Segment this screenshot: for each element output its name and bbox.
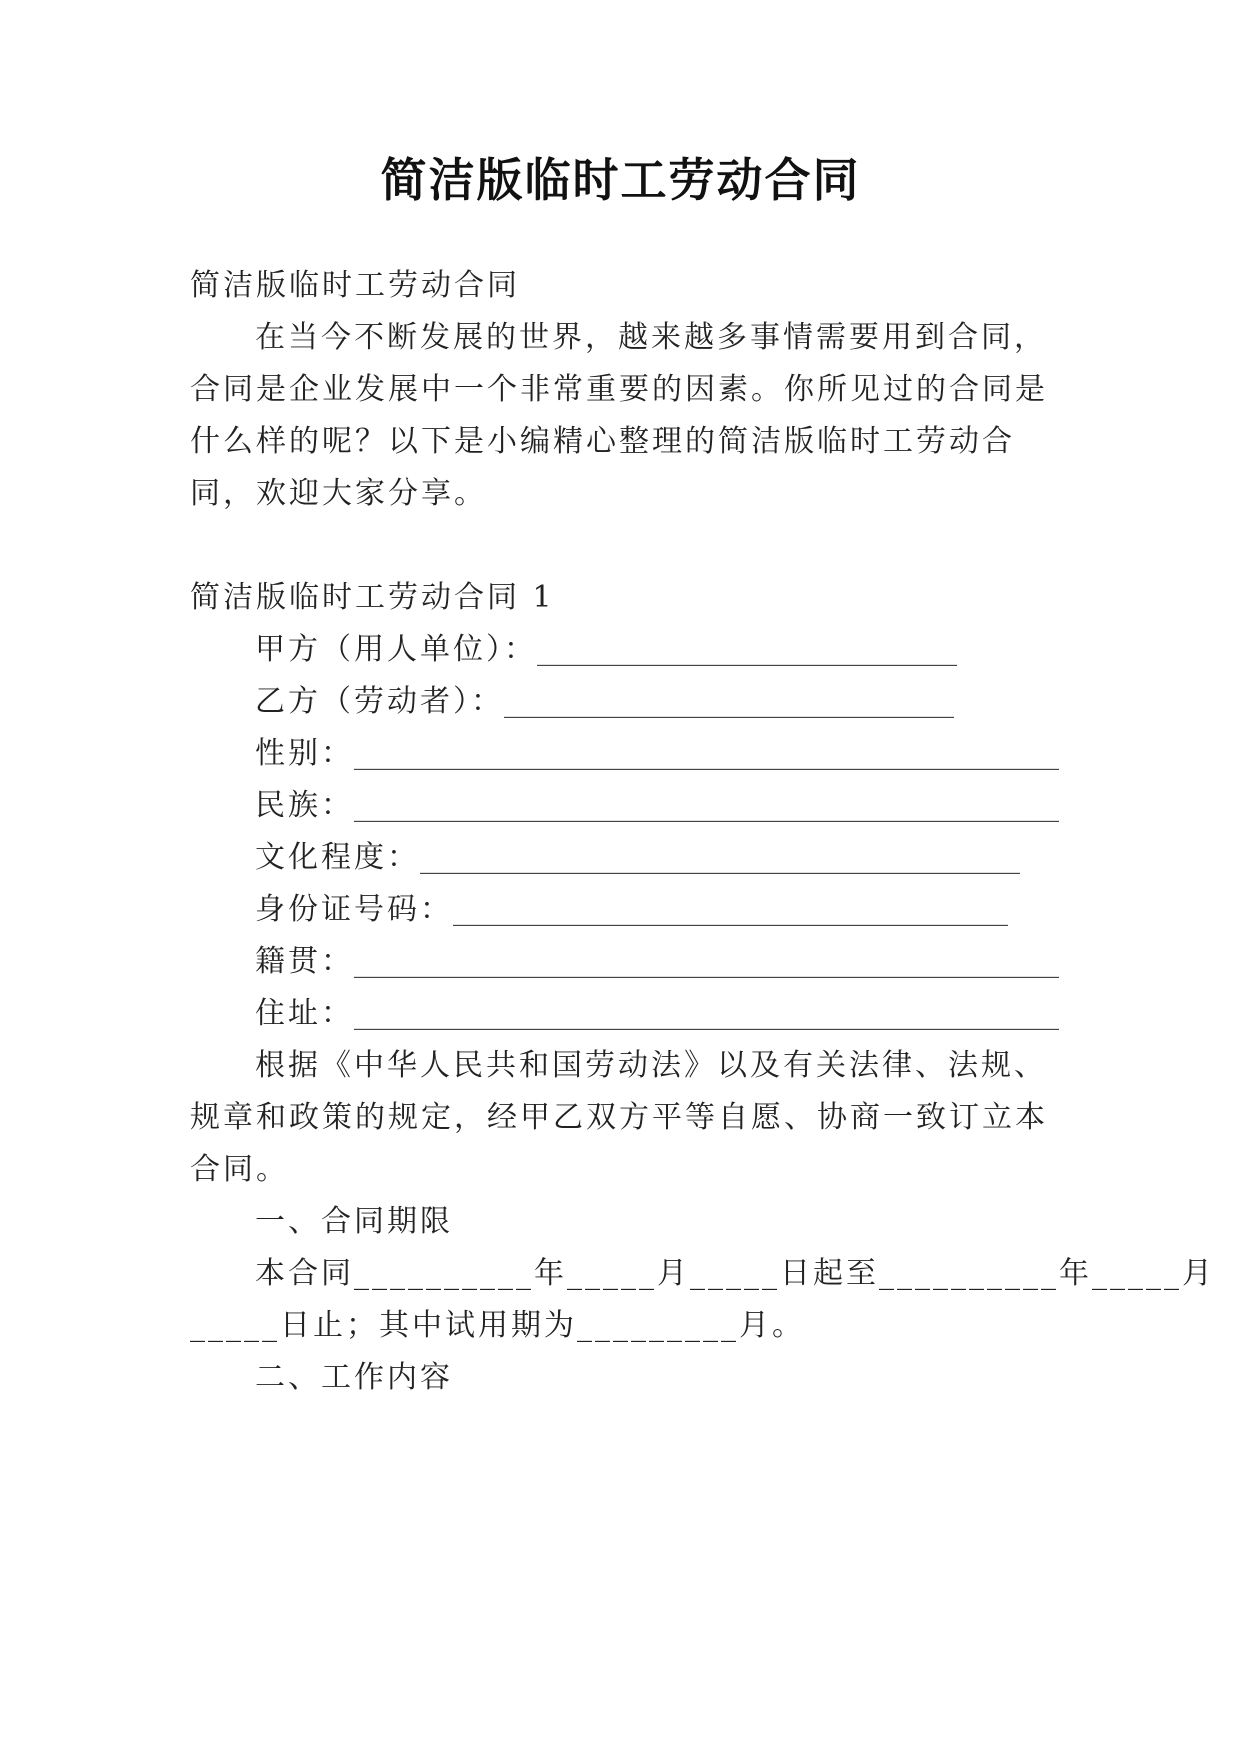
intro-line-2: 合同是企业发展中一个非常重要的因素。你所见过的合同是 [190, 372, 1048, 407]
intro-line-1: 在当今不断发展的世界，越来越多事情需要用到合同， [255, 320, 1047, 355]
document-subtitle: 简洁版临时工劳动合同 [190, 268, 520, 303]
field-blank: _____________________________________ [453, 892, 1008, 927]
field-label: 甲方（用人单位）： [255, 632, 537, 667]
law-line-2: 规章和政策的规定，经甲乙双方平等自愿、协商一致订立本 [190, 1100, 1048, 1135]
clause1-line-1: 本合同__________年_____月_____日起至__________年_____月 [255, 1256, 1215, 1291]
field-label: 文化程度： [255, 840, 420, 875]
field-gender [255, 734, 1059, 774]
field-blank: ______________________________ [504, 684, 954, 719]
intro-line-4: 同，欢迎大家分享。 [190, 476, 487, 511]
field-blank: ____________________________ [537, 632, 957, 667]
clause1-title: 一、合同期限 [255, 1204, 453, 1239]
law-line-3: 合同。 [190, 1152, 289, 1187]
intro-line-3: 什么样的呢？以下是小编精心整理的简洁版临时工劳动合 [190, 424, 1015, 459]
field-blank: _______________________________________________ [354, 736, 1059, 771]
field-blank: _______________________________________________ [354, 788, 1059, 823]
clause1-line-2: _____日止；其中试用期为_________月。 [190, 1308, 805, 1343]
field-address [255, 994, 1059, 1034]
field-blank: ________________________________________ [420, 840, 1020, 875]
field-label: 身份证号码： [255, 892, 453, 927]
field-label: 籍贯： [255, 944, 354, 979]
section-title: 简洁版临时工劳动合同 1 [190, 580, 555, 615]
field-label: 住址： [255, 996, 354, 1031]
field-label: 性别： [255, 736, 354, 771]
field-education [255, 838, 1020, 878]
field-id-number [255, 890, 1008, 930]
field-native-place [255, 942, 1059, 982]
field-party-a [255, 630, 957, 670]
clause2-title: 二、工作内容 [255, 1360, 453, 1395]
field-label: 民族： [255, 788, 354, 823]
field-ethnicity [255, 786, 1059, 826]
field-blank: _______________________________________________ [354, 996, 1059, 1031]
law-line-1: 根据《中华人民共和国劳动法》以及有关法律、法规、 [255, 1048, 1047, 1083]
field-party-b [255, 682, 954, 722]
field-blank: _______________________________________________ [354, 944, 1059, 979]
field-label: 乙方（劳动者）： [255, 684, 504, 719]
document-title: 简洁版临时工劳动合同 [380, 153, 861, 207]
